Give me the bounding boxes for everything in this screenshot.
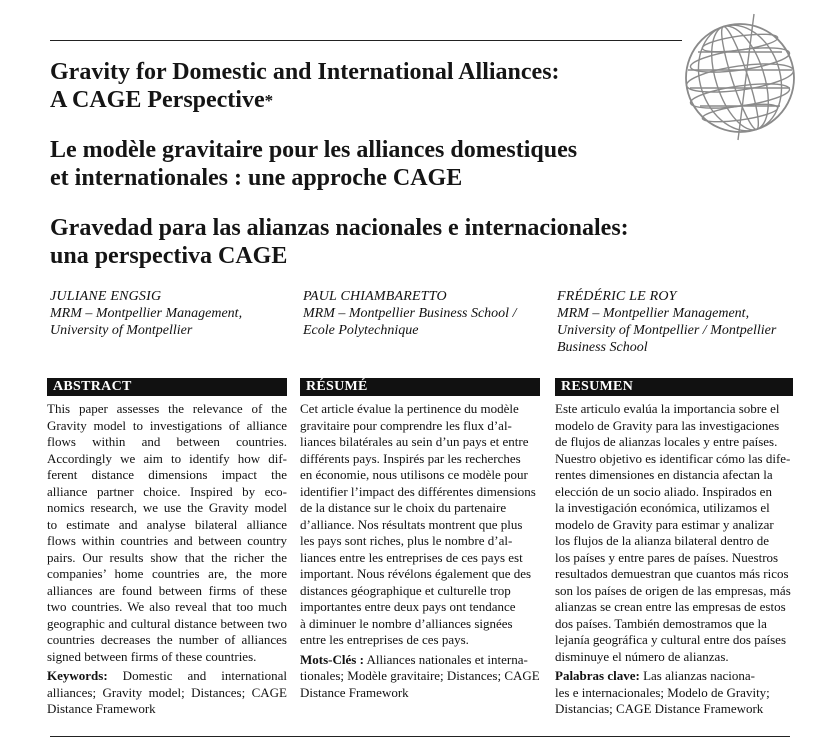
author-affiliation-line: University of Montpellier [50, 323, 193, 338]
text-line: d’alliance. Nos résultats montrent que plus [300, 516, 523, 532]
text-line: ferent distance dimensions impact the [47, 467, 287, 482]
author-chiambaretto [303, 288, 548, 339]
author-affiliation-line: Ecole Polytechnique [303, 323, 419, 338]
text-line: alliances are found between firms of these [47, 582, 287, 598]
text-line: alianzas se crean entre las empresas de estos [555, 599, 786, 614]
title-french [50, 136, 690, 192]
keywords-text: Distance Framework [300, 684, 409, 700]
title-english-line-1: Gravity for Domestic and International Alliances: [50, 59, 560, 85]
author-affiliation-line: Business School [557, 340, 648, 355]
text-line: resultados demuestran que cuantos más ricos [555, 566, 789, 581]
keywords-text: les e internacionales; Modelo de Gravity; [555, 684, 770, 700]
resumen-heading: RESUMEN [555, 378, 793, 396]
author-name: PAUL CHIAMBARETTO [303, 289, 447, 304]
keywords-text: Domestic and international [107, 668, 287, 683]
text-line: liances entre les entreprises de ces pays est [300, 549, 523, 565]
text-line: modelo de Gravity para las investigaciones [555, 417, 780, 433]
author-engsig [50, 288, 280, 339]
resumen-column [555, 378, 793, 718]
title-english-line-2: A CAGE Perspective [50, 87, 265, 113]
text-line: elección de un socio aliado. Inspirados en [555, 483, 772, 499]
keywords-label: Keywords: [47, 668, 108, 683]
text-line: important. Nous révélons également que des [300, 566, 532, 581]
text-line: two countries. We also reveal that too much [47, 599, 287, 614]
text-line: importantes entre deux pays ont tendance [300, 599, 516, 614]
text-line: la investigación económica, utilizamos el [555, 500, 770, 515]
resume-heading: RÉSUMÉ [300, 378, 540, 396]
resume-column [300, 378, 540, 701]
text-line: entre les entreprises de ces pays. [300, 632, 469, 647]
text-line: los países y entre pares de países. Nuestros [555, 549, 779, 565]
keywords-label: Mots-Clés : [300, 651, 364, 667]
author-name: JULIANE ENGSIG [50, 289, 162, 304]
keywords-text: Alliances nationales et interna- [363, 651, 528, 667]
text-line: Accordingly we aim to identify how dif- [47, 450, 287, 466]
keywords-text: alliances; Gravity model; Distances; CAGE [47, 684, 287, 700]
globe-logo-icon [678, 12, 806, 142]
abstract-column [47, 378, 287, 718]
text-line: gravitaire pour comprendre les flux d’al- [300, 417, 512, 433]
bottom-rule [50, 736, 790, 737]
text-line: différents pays. Inspirés par les recherches [300, 450, 521, 466]
abstract-heading: ABSTRACT [47, 378, 287, 396]
text-line: de flujos de alianzas locales y entre países. [555, 434, 778, 449]
text-line: pairs. Our results show that the richer the [47, 549, 287, 565]
text-line: modelo de Gravity para estimar y analizar [555, 516, 774, 532]
abstract-keywords [47, 668, 287, 718]
text-line: rentes dimensiones en distancia afectan la [555, 467, 773, 482]
text-line: companies’ home countries are, the more [47, 566, 287, 581]
title-spanish-line-1: Gravedad para las alianzas nacionales e internacionales: [50, 215, 629, 241]
text-line: disminuye el número de alianzas. [555, 648, 729, 664]
keywords-text: tionales; Modèle gravitaire; Distances; CAGE [300, 668, 540, 683]
text-line: identifier l’impact des différentes dimensions [300, 483, 536, 499]
author-affiliation-line: MRM – Montpellier Management, [557, 306, 750, 321]
text-line: Este articulo evalúa la importancia sobre el [555, 401, 780, 416]
author-name: FRÉDÉRIC LE ROY [557, 289, 677, 304]
resume-keywords [300, 652, 540, 702]
text-line: los flujos de la alianza bilateral dentro de [555, 533, 770, 548]
keywords-label: Palabras clave: [555, 668, 640, 683]
text-line: flows within countries and between country [47, 533, 287, 548]
text-line: to estimate and analyse bilateral alliance [47, 516, 287, 532]
text-line: son los países de origen de las empresas, más [555, 582, 791, 598]
text-line: les pays sont riches, plus le nombre d’al- [300, 533, 513, 548]
text-line: de la distance sur le choix du partenaire [300, 500, 507, 515]
text-line: nomics research, we use the Gravity model [47, 500, 287, 515]
title-spanish [50, 214, 690, 270]
author-affiliation-line: University of Montpellier / Montpellier [557, 323, 777, 338]
resumen-keywords [555, 668, 793, 718]
text-line: liances bilatérales au sein d’un pays et entre [300, 434, 529, 449]
resume-text [300, 401, 540, 649]
text-line: geographic and cultural distance between two [47, 615, 287, 631]
text-line: lejanía geográfica y cultural entre dos países [555, 632, 787, 647]
resumen-text [555, 401, 793, 665]
keywords-text: Las alianzas naciona- [639, 668, 755, 683]
text-line: flows within and between countries. [47, 434, 287, 449]
title-english [50, 58, 690, 114]
text-line: Nuestro objetivo es identificar cómo las dife- [555, 450, 791, 466]
author-le-roy [557, 288, 797, 356]
text-line: dos países. También demostramos que la [555, 615, 767, 631]
text-line: countries decreases the number of alliances [47, 632, 287, 647]
keywords-text: Distance Framework [47, 701, 156, 716]
text-line: à diminuer le nombre d’alliances signées [300, 615, 513, 631]
text-line: alliance partner choice. Inspired by eco- [47, 483, 287, 499]
title-french-line-2: et internationales : une approche CAGE [50, 165, 463, 191]
author-affiliation-line: MRM – Montpellier Management, [50, 306, 243, 321]
title-french-line-1: Le modèle gravitaire pour les alliances domestiques [50, 137, 578, 163]
text-line: distances géographique et culturelle trop [300, 582, 511, 598]
keywords-text: Distancias; CAGE Distance Framework [555, 701, 764, 716]
text-line: Gravity model to investigations of alliance [47, 417, 287, 433]
top-rule [50, 40, 682, 41]
text-line: signed between firms of these countries. [47, 648, 257, 664]
text-line: This paper assesses the relevance of the [47, 401, 287, 416]
text-line: Cet article évalue la pertinence du modèle [300, 401, 519, 416]
title-spanish-line-2: una perspectiva CAGE [50, 243, 288, 269]
footnote-marker: * [264, 91, 274, 110]
text-line: en économie, nous utilisons ce modèle pour [300, 467, 528, 482]
author-affiliation-line: MRM – Montpellier Business School / [303, 306, 517, 321]
abstract-text [47, 401, 287, 665]
